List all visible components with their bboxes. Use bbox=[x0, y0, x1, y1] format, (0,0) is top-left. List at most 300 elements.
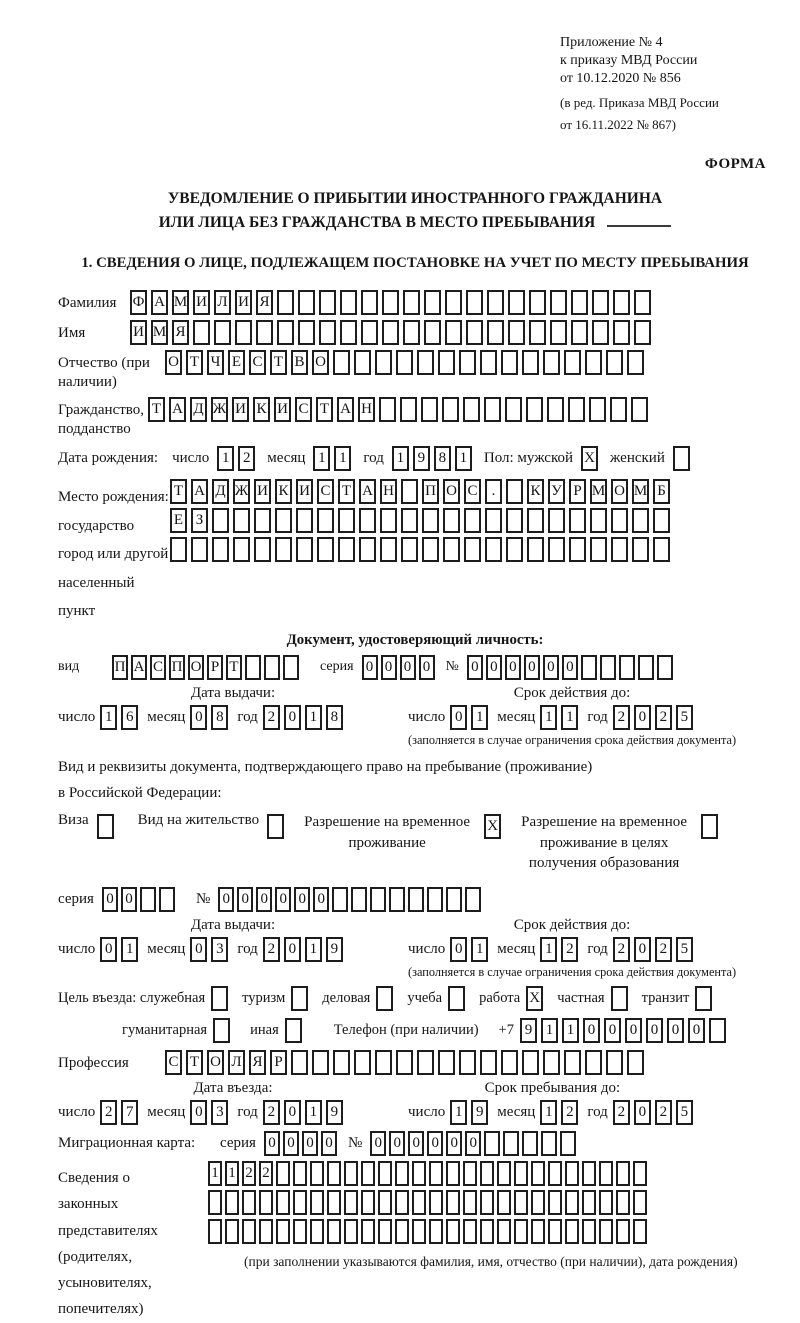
char-cell[interactable]: С bbox=[317, 479, 334, 504]
char-cell[interactable]: 0 bbox=[284, 937, 301, 962]
char-cell[interactable] bbox=[480, 1050, 497, 1075]
char-cell[interactable]: И bbox=[232, 397, 249, 422]
char-cell[interactable] bbox=[568, 397, 585, 422]
char-cell[interactable] bbox=[522, 1131, 538, 1156]
char-cell[interactable] bbox=[571, 290, 588, 315]
char-cell[interactable]: 2 bbox=[655, 937, 672, 962]
char-cell[interactable] bbox=[463, 1161, 477, 1186]
char-cell[interactable]: 3 bbox=[211, 1100, 228, 1125]
char-cell[interactable]: Р bbox=[569, 479, 586, 504]
char-cell[interactable] bbox=[514, 1219, 528, 1244]
char-cell[interactable] bbox=[616, 1161, 630, 1186]
char-cell[interactable] bbox=[396, 350, 413, 375]
char-cell[interactable]: 1 bbox=[562, 1018, 579, 1043]
char-cell[interactable] bbox=[581, 655, 597, 680]
char-cell[interactable]: 0 bbox=[100, 937, 117, 962]
char-cell[interactable] bbox=[610, 397, 627, 422]
char-cell[interactable] bbox=[193, 320, 210, 345]
char-cell[interactable]: Т bbox=[186, 350, 203, 375]
char-cell[interactable] bbox=[361, 290, 378, 315]
char-cell[interactable]: 0 bbox=[427, 1131, 443, 1156]
char-cell[interactable] bbox=[259, 1219, 273, 1244]
char-cell[interactable] bbox=[319, 290, 336, 315]
char-cell[interactable] bbox=[487, 320, 504, 345]
char-cell[interactable] bbox=[378, 1219, 392, 1244]
char-cell[interactable] bbox=[599, 1190, 613, 1215]
char-cell[interactable] bbox=[317, 508, 334, 533]
char-cell[interactable] bbox=[344, 1161, 358, 1186]
char-cell[interactable]: 5 bbox=[676, 705, 693, 730]
char-cell[interactable]: Ж bbox=[233, 479, 250, 504]
char-cell[interactable] bbox=[442, 397, 459, 422]
char-cell[interactable] bbox=[616, 1190, 630, 1215]
char-cell[interactable] bbox=[424, 320, 441, 345]
char-cell[interactable] bbox=[695, 986, 712, 1011]
char-cell[interactable] bbox=[503, 1131, 519, 1156]
char-cell[interactable] bbox=[370, 887, 386, 912]
char-cell[interactable]: Р bbox=[270, 1050, 287, 1075]
char-cell[interactable]: К bbox=[275, 479, 292, 504]
char-cell[interactable]: Т bbox=[338, 479, 355, 504]
char-cell[interactable] bbox=[395, 1161, 409, 1186]
char-cell[interactable]: М bbox=[590, 479, 607, 504]
char-cell[interactable]: X bbox=[581, 446, 598, 471]
char-cell[interactable] bbox=[424, 290, 441, 315]
char-cell[interactable]: 1 bbox=[471, 937, 488, 962]
char-cell[interactable] bbox=[361, 1219, 375, 1244]
char-cell[interactable]: Т bbox=[270, 350, 287, 375]
char-cell[interactable]: 2 bbox=[613, 1100, 630, 1125]
char-cell[interactable] bbox=[506, 508, 523, 533]
char-cell[interactable]: К bbox=[253, 397, 270, 422]
char-cell[interactable] bbox=[582, 1161, 596, 1186]
char-cell[interactable]: 5 bbox=[676, 937, 693, 962]
char-cell[interactable] bbox=[245, 655, 261, 680]
char-cell[interactable]: 3 bbox=[211, 937, 228, 962]
char-cell[interactable] bbox=[466, 290, 483, 315]
char-cell[interactable] bbox=[522, 1050, 539, 1075]
char-cell[interactable]: 0 bbox=[284, 705, 301, 730]
char-cell[interactable] bbox=[527, 537, 544, 562]
char-cell[interactable] bbox=[212, 537, 229, 562]
char-cell[interactable]: 7 bbox=[121, 1100, 138, 1125]
char-cell[interactable]: И bbox=[130, 320, 147, 345]
char-cell[interactable] bbox=[293, 1190, 307, 1215]
char-cell[interactable] bbox=[296, 537, 313, 562]
char-cell[interactable]: 0 bbox=[389, 1131, 405, 1156]
char-cell[interactable] bbox=[275, 537, 292, 562]
char-cell[interactable] bbox=[548, 1219, 562, 1244]
char-cell[interactable]: А bbox=[131, 655, 147, 680]
char-cell[interactable]: Ф bbox=[130, 290, 147, 315]
char-cell[interactable] bbox=[254, 508, 271, 533]
char-cell[interactable] bbox=[506, 537, 523, 562]
char-cell[interactable] bbox=[541, 1131, 557, 1156]
char-cell[interactable] bbox=[170, 537, 187, 562]
char-cell[interactable] bbox=[242, 1219, 256, 1244]
char-cell[interactable] bbox=[592, 290, 609, 315]
char-cell[interactable]: 1 bbox=[392, 446, 409, 471]
char-cell[interactable] bbox=[340, 320, 357, 345]
char-cell[interactable] bbox=[445, 290, 462, 315]
char-cell[interactable] bbox=[501, 1050, 518, 1075]
char-cell[interactable]: 0 bbox=[465, 1131, 481, 1156]
char-cell[interactable] bbox=[543, 350, 560, 375]
char-cell[interactable]: С bbox=[150, 655, 166, 680]
char-cell[interactable] bbox=[395, 1190, 409, 1215]
char-cell[interactable]: О bbox=[611, 479, 628, 504]
char-cell[interactable]: Я bbox=[256, 290, 273, 315]
char-cell[interactable] bbox=[638, 655, 654, 680]
char-cell[interactable]: 1 bbox=[455, 446, 472, 471]
char-cell[interactable] bbox=[351, 887, 367, 912]
char-cell[interactable] bbox=[319, 320, 336, 345]
char-cell[interactable] bbox=[354, 350, 371, 375]
char-cell[interactable] bbox=[632, 508, 649, 533]
char-cell[interactable] bbox=[653, 508, 670, 533]
char-cell[interactable]: Б bbox=[653, 479, 670, 504]
char-cell[interactable]: 1 bbox=[540, 1100, 557, 1125]
char-cell[interactable]: И bbox=[193, 290, 210, 315]
char-cell[interactable]: 9 bbox=[471, 1100, 488, 1125]
char-cell[interactable] bbox=[378, 1190, 392, 1215]
char-cell[interactable]: 2 bbox=[100, 1100, 117, 1125]
char-cell[interactable]: 0 bbox=[467, 655, 483, 680]
char-cell[interactable]: 1 bbox=[121, 937, 138, 962]
char-cell[interactable] bbox=[267, 814, 284, 839]
char-cell[interactable]: 0 bbox=[604, 1018, 621, 1043]
char-cell[interactable]: 0 bbox=[634, 937, 651, 962]
char-cell[interactable] bbox=[527, 508, 544, 533]
char-cell[interactable]: 0 bbox=[646, 1018, 663, 1043]
char-cell[interactable] bbox=[480, 1161, 494, 1186]
char-cell[interactable] bbox=[296, 508, 313, 533]
char-cell[interactable] bbox=[333, 1050, 350, 1075]
char-cell[interactable]: 1 bbox=[541, 1018, 558, 1043]
char-cell[interactable] bbox=[599, 1219, 613, 1244]
char-cell[interactable] bbox=[634, 290, 651, 315]
char-cell[interactable] bbox=[401, 537, 418, 562]
char-cell[interactable] bbox=[565, 1219, 579, 1244]
char-cell[interactable] bbox=[382, 290, 399, 315]
char-cell[interactable] bbox=[327, 1219, 341, 1244]
char-cell[interactable] bbox=[361, 320, 378, 345]
char-cell[interactable]: 0 bbox=[321, 1131, 337, 1156]
char-cell[interactable] bbox=[543, 1050, 560, 1075]
char-cell[interactable]: 0 bbox=[688, 1018, 705, 1043]
char-cell[interactable] bbox=[344, 1190, 358, 1215]
char-cell[interactable]: А bbox=[359, 479, 376, 504]
char-cell[interactable]: С bbox=[165, 1050, 182, 1075]
char-cell[interactable]: 0 bbox=[381, 655, 397, 680]
char-cell[interactable] bbox=[627, 1050, 644, 1075]
char-cell[interactable] bbox=[438, 350, 455, 375]
char-cell[interactable] bbox=[508, 320, 525, 345]
char-cell[interactable] bbox=[208, 1219, 222, 1244]
char-cell[interactable]: 0 bbox=[562, 655, 578, 680]
char-cell[interactable]: 0 bbox=[486, 655, 502, 680]
char-cell[interactable] bbox=[531, 1190, 545, 1215]
char-cell[interactable]: 1 bbox=[540, 937, 557, 962]
char-cell[interactable]: 2 bbox=[263, 937, 280, 962]
char-cell[interactable] bbox=[396, 1050, 413, 1075]
char-cell[interactable]: 0 bbox=[275, 887, 291, 912]
char-cell[interactable]: 1 bbox=[313, 446, 330, 471]
char-cell[interactable] bbox=[379, 397, 396, 422]
char-cell[interactable] bbox=[590, 508, 607, 533]
char-cell[interactable] bbox=[613, 320, 630, 345]
char-cell[interactable]: В bbox=[291, 350, 308, 375]
char-cell[interactable]: 1 bbox=[225, 1161, 239, 1186]
char-cell[interactable]: 8 bbox=[211, 705, 228, 730]
char-cell[interactable]: 2 bbox=[561, 1100, 578, 1125]
char-cell[interactable] bbox=[291, 1050, 308, 1075]
char-cell[interactable]: 0 bbox=[450, 705, 467, 730]
char-cell[interactable]: Л bbox=[228, 1050, 245, 1075]
char-cell[interactable] bbox=[412, 1219, 426, 1244]
char-cell[interactable] bbox=[619, 655, 635, 680]
char-cell[interactable] bbox=[611, 537, 628, 562]
char-cell[interactable] bbox=[590, 537, 607, 562]
char-cell[interactable]: Т bbox=[170, 479, 187, 504]
char-cell[interactable] bbox=[429, 1219, 443, 1244]
char-cell[interactable]: X bbox=[484, 814, 501, 839]
char-cell[interactable]: И bbox=[254, 479, 271, 504]
char-cell[interactable] bbox=[611, 508, 628, 533]
char-cell[interactable] bbox=[613, 290, 630, 315]
char-cell[interactable] bbox=[459, 350, 476, 375]
char-cell[interactable]: 0 bbox=[505, 655, 521, 680]
char-cell[interactable] bbox=[395, 1219, 409, 1244]
char-cell[interactable] bbox=[653, 537, 670, 562]
char-cell[interactable]: 0 bbox=[419, 655, 435, 680]
char-cell[interactable] bbox=[403, 320, 420, 345]
char-cell[interactable] bbox=[506, 479, 523, 504]
char-cell[interactable] bbox=[446, 887, 462, 912]
char-cell[interactable]: С bbox=[249, 350, 266, 375]
char-cell[interactable]: Н bbox=[380, 479, 397, 504]
char-cell[interactable] bbox=[317, 537, 334, 562]
char-cell[interactable]: К bbox=[527, 479, 544, 504]
char-cell[interactable] bbox=[233, 508, 250, 533]
char-cell[interactable]: Р bbox=[207, 655, 223, 680]
char-cell[interactable] bbox=[310, 1190, 324, 1215]
char-cell[interactable]: 0 bbox=[218, 887, 234, 912]
char-cell[interactable]: Е bbox=[228, 350, 245, 375]
char-cell[interactable]: 0 bbox=[408, 1131, 424, 1156]
char-cell[interactable] bbox=[522, 350, 539, 375]
char-cell[interactable]: 9 bbox=[413, 446, 430, 471]
char-cell[interactable] bbox=[359, 508, 376, 533]
char-cell[interactable] bbox=[285, 1018, 302, 1043]
char-cell[interactable] bbox=[291, 986, 308, 1011]
char-cell[interactable]: 0 bbox=[190, 937, 207, 962]
char-cell[interactable]: Д bbox=[212, 479, 229, 504]
char-cell[interactable]: 2 bbox=[259, 1161, 273, 1186]
char-cell[interactable] bbox=[225, 1190, 239, 1215]
char-cell[interactable] bbox=[208, 1190, 222, 1215]
char-cell[interactable]: 1 bbox=[471, 705, 488, 730]
char-cell[interactable] bbox=[327, 1190, 341, 1215]
char-cell[interactable] bbox=[514, 1161, 528, 1186]
char-cell[interactable]: М bbox=[151, 320, 168, 345]
char-cell[interactable] bbox=[550, 290, 567, 315]
char-cell[interactable]: 2 bbox=[561, 937, 578, 962]
char-cell[interactable] bbox=[438, 1050, 455, 1075]
char-cell[interactable] bbox=[497, 1161, 511, 1186]
char-cell[interactable]: 0 bbox=[264, 1131, 280, 1156]
char-cell[interactable] bbox=[616, 1219, 630, 1244]
char-cell[interactable] bbox=[191, 537, 208, 562]
char-cell[interactable] bbox=[376, 986, 393, 1011]
char-cell[interactable] bbox=[560, 1131, 576, 1156]
char-cell[interactable]: 0 bbox=[302, 1131, 318, 1156]
char-cell[interactable] bbox=[633, 1219, 647, 1244]
char-cell[interactable]: Ч bbox=[207, 350, 224, 375]
char-cell[interactable]: 0 bbox=[634, 705, 651, 730]
char-cell[interactable] bbox=[211, 986, 228, 1011]
char-cell[interactable] bbox=[466, 320, 483, 345]
char-cell[interactable] bbox=[480, 350, 497, 375]
char-cell[interactable]: М bbox=[632, 479, 649, 504]
char-cell[interactable] bbox=[529, 320, 546, 345]
char-cell[interactable]: 0 bbox=[294, 887, 310, 912]
char-cell[interactable]: . bbox=[485, 479, 502, 504]
char-cell[interactable]: С bbox=[464, 479, 481, 504]
char-cell[interactable] bbox=[264, 655, 280, 680]
char-cell[interactable]: 0 bbox=[121, 887, 137, 912]
char-cell[interactable]: 1 bbox=[540, 705, 557, 730]
char-cell[interactable]: Л bbox=[214, 290, 231, 315]
char-cell[interactable] bbox=[571, 320, 588, 345]
char-cell[interactable] bbox=[443, 508, 460, 533]
char-cell[interactable]: 1 bbox=[334, 446, 351, 471]
char-cell[interactable] bbox=[529, 290, 546, 315]
char-cell[interactable] bbox=[333, 350, 350, 375]
char-cell[interactable] bbox=[354, 1050, 371, 1075]
char-cell[interactable] bbox=[508, 290, 525, 315]
char-cell[interactable] bbox=[485, 537, 502, 562]
char-cell[interactable]: 2 bbox=[613, 705, 630, 730]
char-cell[interactable] bbox=[401, 479, 418, 504]
char-cell[interactable] bbox=[361, 1190, 375, 1215]
char-cell[interactable]: 2 bbox=[613, 937, 630, 962]
char-cell[interactable] bbox=[569, 508, 586, 533]
char-cell[interactable] bbox=[275, 508, 292, 533]
char-cell[interactable] bbox=[463, 1219, 477, 1244]
char-cell[interactable]: Ж bbox=[211, 397, 228, 422]
char-cell[interactable] bbox=[526, 397, 543, 422]
char-cell[interactable] bbox=[606, 350, 623, 375]
char-cell[interactable]: М bbox=[172, 290, 189, 315]
char-cell[interactable]: П bbox=[112, 655, 128, 680]
char-cell[interactable]: 0 bbox=[237, 887, 253, 912]
char-cell[interactable] bbox=[429, 1161, 443, 1186]
char-cell[interactable]: О bbox=[188, 655, 204, 680]
char-cell[interactable] bbox=[548, 1161, 562, 1186]
char-cell[interactable]: 8 bbox=[434, 446, 451, 471]
char-cell[interactable]: Н bbox=[358, 397, 375, 422]
char-cell[interactable]: 0 bbox=[190, 705, 207, 730]
char-cell[interactable]: 0 bbox=[284, 1100, 301, 1125]
char-cell[interactable] bbox=[400, 397, 417, 422]
char-cell[interactable]: Т bbox=[226, 655, 242, 680]
char-cell[interactable]: Т bbox=[148, 397, 165, 422]
char-cell[interactable] bbox=[427, 887, 443, 912]
char-cell[interactable] bbox=[592, 320, 609, 345]
char-cell[interactable]: О bbox=[165, 350, 182, 375]
char-cell[interactable] bbox=[417, 350, 434, 375]
char-cell[interactable] bbox=[298, 290, 315, 315]
char-cell[interactable] bbox=[673, 446, 690, 471]
char-cell[interactable]: 2 bbox=[263, 1100, 280, 1125]
char-cell[interactable]: 0 bbox=[583, 1018, 600, 1043]
char-cell[interactable]: О bbox=[443, 479, 460, 504]
char-cell[interactable] bbox=[378, 1161, 392, 1186]
char-cell[interactable]: 0 bbox=[543, 655, 559, 680]
char-cell[interactable]: О bbox=[312, 350, 329, 375]
char-cell[interactable]: 0 bbox=[625, 1018, 642, 1043]
char-cell[interactable] bbox=[611, 986, 628, 1011]
char-cell[interactable]: 0 bbox=[370, 1131, 386, 1156]
char-cell[interactable]: А bbox=[169, 397, 186, 422]
char-cell[interactable] bbox=[298, 320, 315, 345]
char-cell[interactable]: У bbox=[548, 479, 565, 504]
char-cell[interactable] bbox=[256, 320, 273, 345]
char-cell[interactable] bbox=[382, 320, 399, 345]
char-cell[interactable] bbox=[565, 1190, 579, 1215]
char-cell[interactable] bbox=[359, 537, 376, 562]
char-cell[interactable] bbox=[375, 350, 392, 375]
char-cell[interactable] bbox=[582, 1219, 596, 1244]
char-cell[interactable]: 1 bbox=[561, 705, 578, 730]
char-cell[interactable]: 2 bbox=[238, 446, 255, 471]
char-cell[interactable]: 2 bbox=[655, 1100, 672, 1125]
char-cell[interactable]: 5 bbox=[676, 1100, 693, 1125]
char-cell[interactable]: А bbox=[337, 397, 354, 422]
char-cell[interactable]: 8 bbox=[326, 705, 343, 730]
char-cell[interactable] bbox=[380, 537, 397, 562]
char-cell[interactable] bbox=[412, 1190, 426, 1215]
char-cell[interactable] bbox=[480, 1190, 494, 1215]
char-cell[interactable] bbox=[445, 320, 462, 345]
char-cell[interactable] bbox=[212, 508, 229, 533]
char-cell[interactable]: 1 bbox=[100, 705, 117, 730]
char-cell[interactable] bbox=[225, 1219, 239, 1244]
char-cell[interactable]: А bbox=[151, 290, 168, 315]
char-cell[interactable]: 0 bbox=[362, 655, 378, 680]
char-cell[interactable] bbox=[233, 537, 250, 562]
char-cell[interactable] bbox=[501, 350, 518, 375]
char-cell[interactable] bbox=[403, 290, 420, 315]
char-cell[interactable] bbox=[277, 320, 294, 345]
char-cell[interactable] bbox=[465, 887, 481, 912]
char-cell[interactable]: 1 bbox=[208, 1161, 222, 1186]
char-cell[interactable] bbox=[633, 1190, 647, 1215]
char-cell[interactable] bbox=[464, 537, 481, 562]
char-cell[interactable] bbox=[443, 537, 460, 562]
char-cell[interactable]: 9 bbox=[326, 1100, 343, 1125]
char-cell[interactable] bbox=[484, 397, 501, 422]
char-cell[interactable] bbox=[429, 1190, 443, 1215]
char-cell[interactable]: 0 bbox=[190, 1100, 207, 1125]
char-cell[interactable] bbox=[344, 1219, 358, 1244]
char-cell[interactable] bbox=[254, 537, 271, 562]
char-cell[interactable]: 0 bbox=[283, 1131, 299, 1156]
char-cell[interactable] bbox=[338, 537, 355, 562]
char-cell[interactable]: 0 bbox=[446, 1131, 462, 1156]
char-cell[interactable] bbox=[484, 1131, 500, 1156]
